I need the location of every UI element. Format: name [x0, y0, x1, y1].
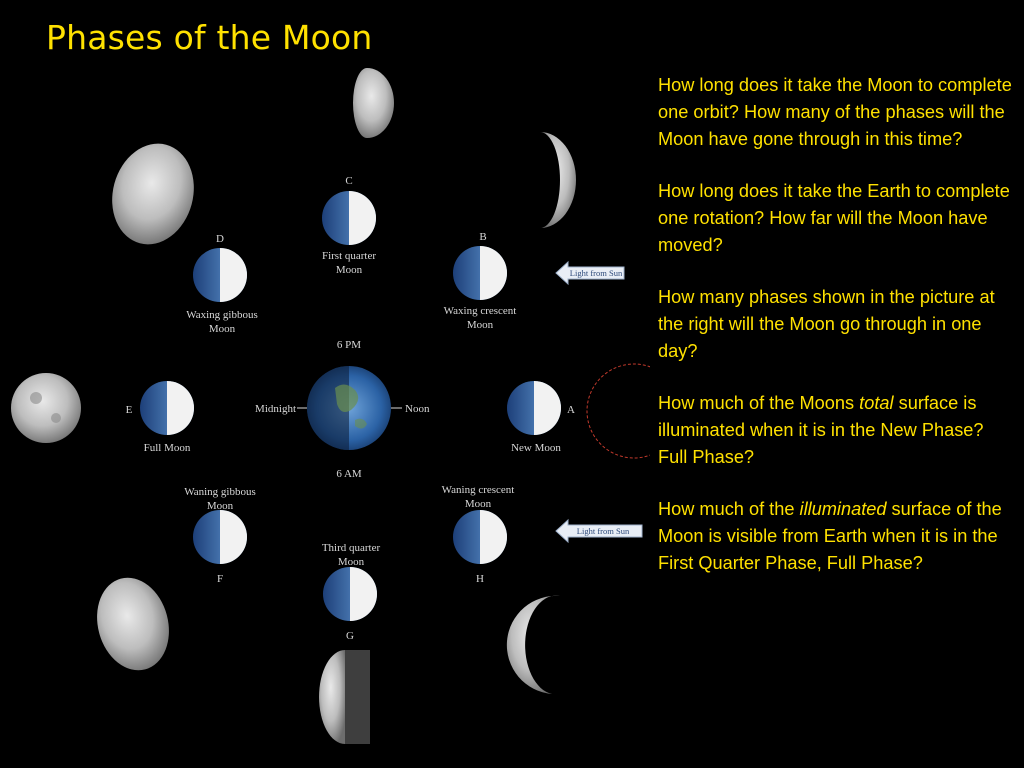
label-h-line1: Waning crescent	[441, 484, 515, 496]
sun-arrow-bottom	[556, 520, 642, 542]
slide-title: Phases of the Moon	[46, 18, 373, 57]
moon-ball-f	[193, 510, 247, 564]
letter-g: G	[346, 630, 354, 642]
label-e-line1: Full Moon	[143, 442, 191, 454]
sun-arrow-top-label: Light from Sun	[569, 268, 623, 278]
letter-a: A	[567, 404, 575, 416]
label-c-line2: Moon	[335, 264, 363, 276]
earth-label-midnight: Midnight	[255, 403, 296, 415]
earth-label-6pm: 6 PM	[336, 339, 362, 351]
sun-arrow-top	[556, 262, 624, 284]
moon-ball-b	[453, 246, 507, 300]
question-4-emphasis: total	[859, 393, 894, 413]
label-c-line1: First quarter	[321, 250, 377, 262]
question-4	[658, 390, 1013, 471]
label-a-line1: New Moon	[511, 442, 561, 454]
moon-photo-first-quarter	[353, 68, 394, 138]
letter-h: H	[476, 573, 484, 585]
moon-photo-waning-crescent	[507, 596, 560, 694]
highlight-circle	[587, 364, 650, 458]
question-5	[658, 496, 1013, 577]
question-5-post: surface of the Moon is visible from Earth when it is in the First Quarter Phase, Full Phase?	[658, 499, 1002, 573]
earth	[307, 366, 391, 450]
moon-ball-h	[453, 510, 507, 564]
question-3: How many phases shown in the picture at the right will the Moon go through in one day?	[658, 287, 995, 361]
moon-photo-waxing-gibbous	[101, 134, 205, 253]
letter-e: E	[125, 404, 133, 416]
label-h-line2: Moon	[464, 498, 492, 510]
letter-b: B	[479, 231, 487, 243]
label-g-line1: Third quarter	[321, 542, 381, 554]
earth-label-6am: 6 AM	[336, 468, 362, 480]
label-f-line1: Waning gibbous	[184, 486, 256, 498]
question-1: How long does it take the Moon to complete one orbit? How many of the phases will the Moon have gone through in this time?	[658, 75, 1012, 149]
label-d-line1: Waxing gibbous	[186, 309, 258, 321]
sun-arrow-bottom-label: Light from Sun	[576, 526, 630, 536]
label-f-line2: Moon	[206, 500, 234, 512]
letter-d: D	[216, 233, 224, 245]
moon-phases-diagram	[0, 60, 650, 768]
moon-ball-e	[140, 381, 194, 435]
moon-ball-g	[323, 567, 377, 621]
questions-panel	[658, 72, 1013, 602]
question-2: How long does it take the Earth to complete one rotation? How far will the Moon have moved?	[658, 181, 1010, 255]
question-4-post: surface is illuminated when it is in the New Phase? Full Phase?	[658, 393, 984, 467]
question-5-pre: How much of the	[658, 499, 800, 519]
earth-label-noon: Noon	[405, 403, 430, 415]
label-b-line1: Waxing crescent	[443, 305, 517, 317]
label-g-line2: Moon	[337, 556, 365, 568]
question-5-emphasis: illuminated	[799, 499, 887, 519]
moon-photo-waning-gibbous	[87, 570, 179, 679]
letter-f: F	[216, 573, 224, 585]
label-d-line2: Moon	[208, 323, 236, 335]
moon-ball-a	[507, 381, 561, 435]
question-4-pre: How much of the Moons	[658, 393, 860, 413]
moon-photo-waxing-crescent	[540, 132, 576, 228]
moon-ball-d	[193, 248, 247, 302]
moon-photo-full	[11, 373, 81, 443]
label-b-line2: Moon	[466, 319, 494, 331]
moon-photo-third-quarter	[319, 650, 370, 744]
moon-ball-c	[322, 191, 376, 245]
letter-c: C	[345, 175, 353, 187]
